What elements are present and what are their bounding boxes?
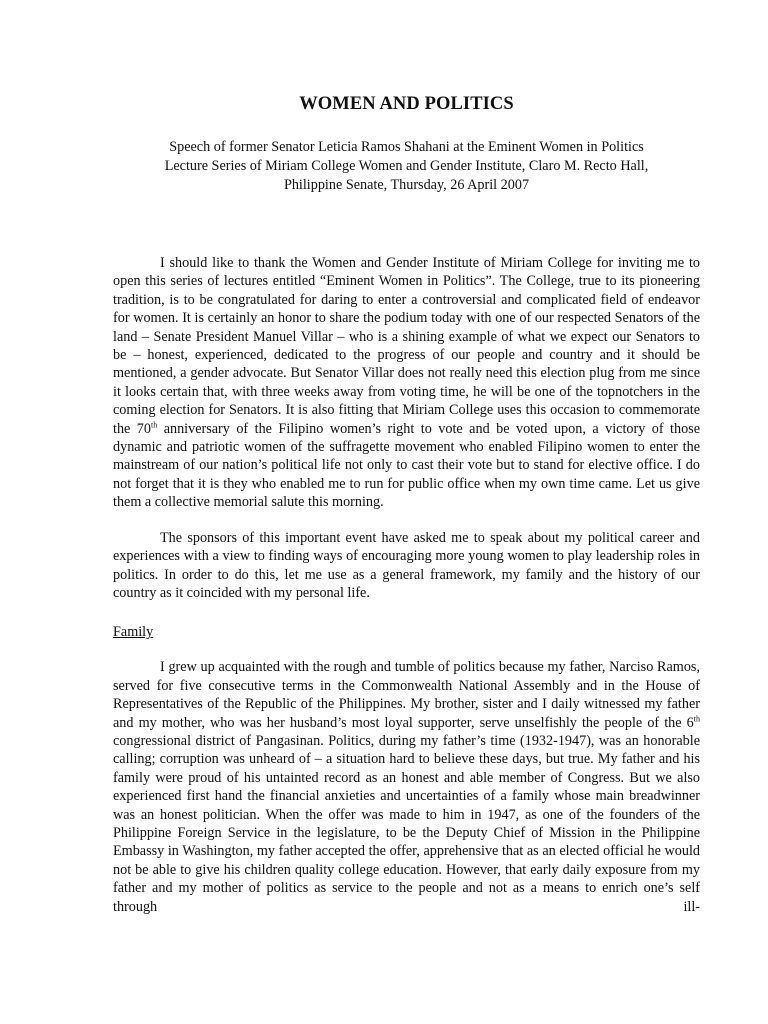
subtitle-line-2: Lecture Series of Miriam College Women and Gender Institute, Claro M. Recto Hall, bbox=[164, 158, 649, 174]
subtitle-line-3: Philippine Senate, Thursday, 26 April 2007 bbox=[283, 177, 530, 193]
paragraph-family bbox=[113, 658, 700, 916]
ordinal-superscript: th bbox=[151, 419, 158, 429]
subtitle-line-1: Speech of former Senator Leticia Ramos Shahani at the Eminent Women in Politics bbox=[169, 139, 644, 155]
document-page bbox=[113, 92, 700, 933]
paragraph-family-text-1: I grew up acquainted with the rough and tumble of politics because my father, Narciso Ramos, served for five consecutive terms in the Commonwealth National Assembly and in the House of Representatives of the Republic of the Philippines. My brother, sister and I daily witnessed my father and my mother, who was her husband’s most loyal supporter, serve unselfishly the people of the 6 bbox=[113, 659, 700, 731]
paragraph-family-text-2: congressional district of Pangasinan. Politics, during my father’s time (1932-1947), was an honorable calling; corruption was unheard of – a situation hard to believe these days, but true. My father and his family were proud of his untainted record as an honest and able member of Congress. But we also experienced first hand the financial anxieties and uncertainties of a family whose main breadwinner was an honest politician. When the offer was made to him in 1947, as one of the founders of the Philippine Foreign Service in the legislature, to be the Deputy Chief of Mission in the Philippine Embassy in Washington, my father accepted the offer, apprehensive that as an elected official he would not be able to give his children quality college education. However, that early daily exposure from my father and my mother of politics as service to the people and not as a means to enrich one’s self through ill- bbox=[113, 732, 700, 915]
paragraph-thanks bbox=[113, 254, 700, 512]
paragraph-thanks-text-2: anniversary of the Filipino women’s right to vote and be voted upon, a victory of those dynamic and patriotic women of the suffragette movement who enabled Filipino women to enter the mainstream of our nation’s political life not only to cast their vote but to stand for elective office. I do not forget that it is they who enabled me to run for public office when my own time came. Let us give them a collective memorial salute this morning. bbox=[113, 420, 700, 511]
paragraph-sponsors bbox=[113, 529, 700, 603]
document-title: WOMEN AND POLITICS bbox=[299, 94, 514, 114]
speech-subtitle bbox=[113, 138, 700, 195]
section-heading-family: Family bbox=[113, 624, 154, 641]
ordinal-superscript: th bbox=[693, 713, 700, 723]
paragraph-sponsors-text: The sponsors of this important event have asked me to speak about my political career and experiences with a view to finding ways of encouraging more young women to play leadership roles in politics. In order to do this, let me use as a general framework, my family and the history of our country as it coincided with my personal life. bbox=[113, 529, 700, 601]
paragraph-thanks-text-1: I should like to thank the Women and Gender Institute of Miriam College for inviting me to open this series of lectures entitled “Eminent Women in Politics”. The College, true to its pioneering tradition, is to be congratulated for daring to enter a controversial and complicated field of endeavor for women. It is certainly an honor to share the podium today with one of our respected Senators of the land – Senate President Manuel Villar – who is a shining example of what we expect our Senators to be – honest, experienced, dedicated to the progress of our people and country and it should be mentioned, a gender advocate. But Senator Villar does not really need this election plug from me since it looks certain that, with three weeks away from voting time, he will be one of the topnotchers in the coming election for Senators. It is also fitting that Miriam College uses this occasion to commemorate the 70 bbox=[113, 255, 700, 437]
